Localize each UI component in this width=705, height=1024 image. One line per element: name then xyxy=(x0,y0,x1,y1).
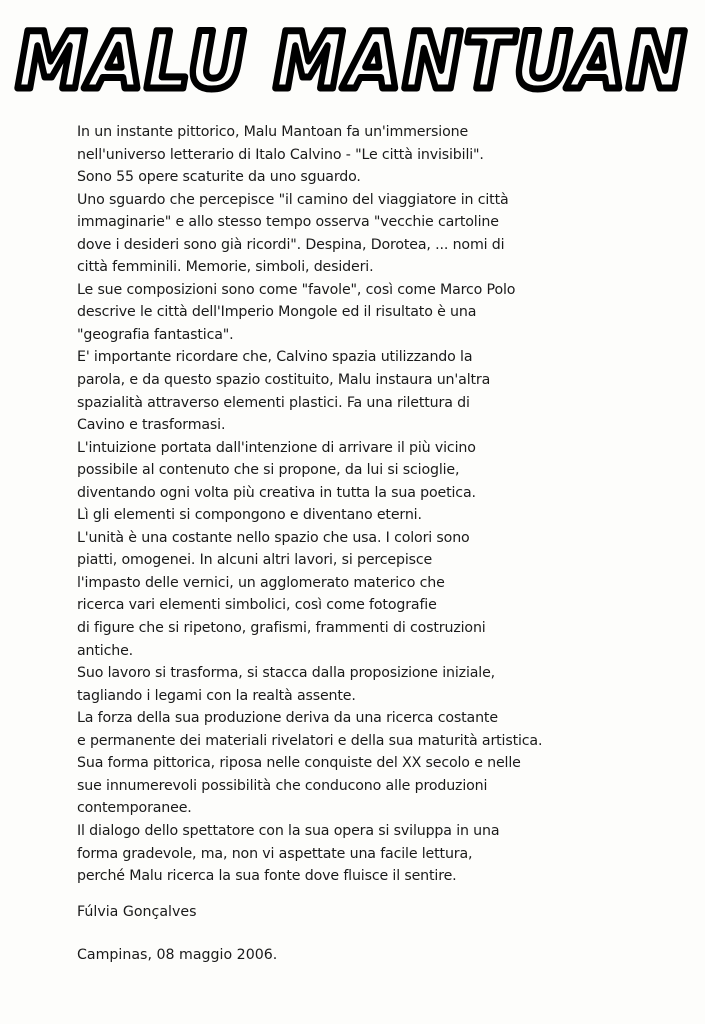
body-line: forma gradevole, ma, non vi aspettate una facile lettura, xyxy=(77,845,473,862)
body-line: sue innumerevoli possibilità che conducono alle produzioni xyxy=(77,777,488,794)
body-line: l'impasto delle vernici, un agglomerato materico che xyxy=(77,574,445,591)
body-line: e permanente dei materiali rivelatori e della sua maturità artistica. xyxy=(77,732,543,749)
body-line: città femminili. Memorie, simboli, desideri. xyxy=(77,259,374,276)
body-line: Sono 55 opere scaturite da uno sguardo. xyxy=(77,169,361,186)
body-line: "geografia fantastica". xyxy=(77,326,234,343)
body-line: Uno sguardo che percepisce "il camino del viaggiatore in città xyxy=(77,191,509,208)
body-line: La forza della sua produzione deriva da una ricerca costante xyxy=(77,710,498,727)
author-signature: Fúlvia Gonçalves xyxy=(77,904,197,920)
body-line: L'unità è una costante nello spazio che usa. I colori sono xyxy=(77,529,470,546)
body-line: possibile al contenuto che si propone, da lui si scioglie, xyxy=(77,462,460,479)
body-line: Il dialogo dello spettatore con la sua opera si sviluppa in una xyxy=(77,822,500,839)
body-line: diventando ogni volta più creativa in tutta la sua poetica. xyxy=(77,484,476,501)
body-line: descrive le città dell'Imperio Mongole ed il risultato è una xyxy=(77,304,477,321)
body-line: Le sue composizioni sono come "favole", così come Marco Polo xyxy=(77,281,516,298)
body-line: In un instante pittorico, Malu Mantoan fa un'immersione xyxy=(77,124,469,140)
handwritten-title xyxy=(8,14,698,104)
body-line: parola, e da questo spazio costituito, Malu instaura un'altra xyxy=(77,372,491,389)
body-line: E' importante ricordare che, Calvino spazia utilizzando la xyxy=(77,349,473,366)
body-line: ricerca vari elementi simbolici, così come fotografie xyxy=(77,597,437,614)
body-line: tagliando i legami con la realtà assente. xyxy=(77,687,356,704)
body-line: piatti, omogenei. In alcuni altri lavori, si percepisce xyxy=(77,552,433,569)
title-lettering xyxy=(8,14,698,104)
body-line: di figure che si ripetono, grafismi, frammenti di costruzioni xyxy=(77,620,486,637)
body-line: Lì gli elementi si compongono e diventano eterni. xyxy=(77,507,422,524)
body-line: contemporanee. xyxy=(77,800,192,817)
body-line: antiche. xyxy=(77,642,134,659)
body-line: immaginarie" e allo stesso tempo osserva "vecchie cartoline xyxy=(77,214,499,231)
body-line: nell'universo letterario di Italo Calvino - "Le città invisibili". xyxy=(77,146,484,163)
body-text xyxy=(77,121,597,888)
body-line: Sua forma pittorica, riposa nelle conquiste del XX secolo e nelle xyxy=(77,755,521,772)
place-date: Campinas, 08 maggio 2006. xyxy=(77,947,278,963)
body-line: Cavino e trasformasi. xyxy=(77,417,226,434)
body-line: perché Malu ricerca la sua fonte dove fluisce il sentire. xyxy=(77,868,457,885)
title-text: MALU MANTUAN xyxy=(16,17,688,104)
body-line: L'intuizione portata dall'intenzione di arrivare il più vicino xyxy=(77,439,476,456)
body-line: spazialità attraverso elementi plastici. Fa una rilettura di xyxy=(77,394,470,411)
body-line: Suo lavoro si trasforma, si stacca dalla proposizione iniziale, xyxy=(77,665,496,682)
body-line: dove i desideri sono già ricordi". Despina, Dorotea, ... nomi di xyxy=(77,236,505,253)
